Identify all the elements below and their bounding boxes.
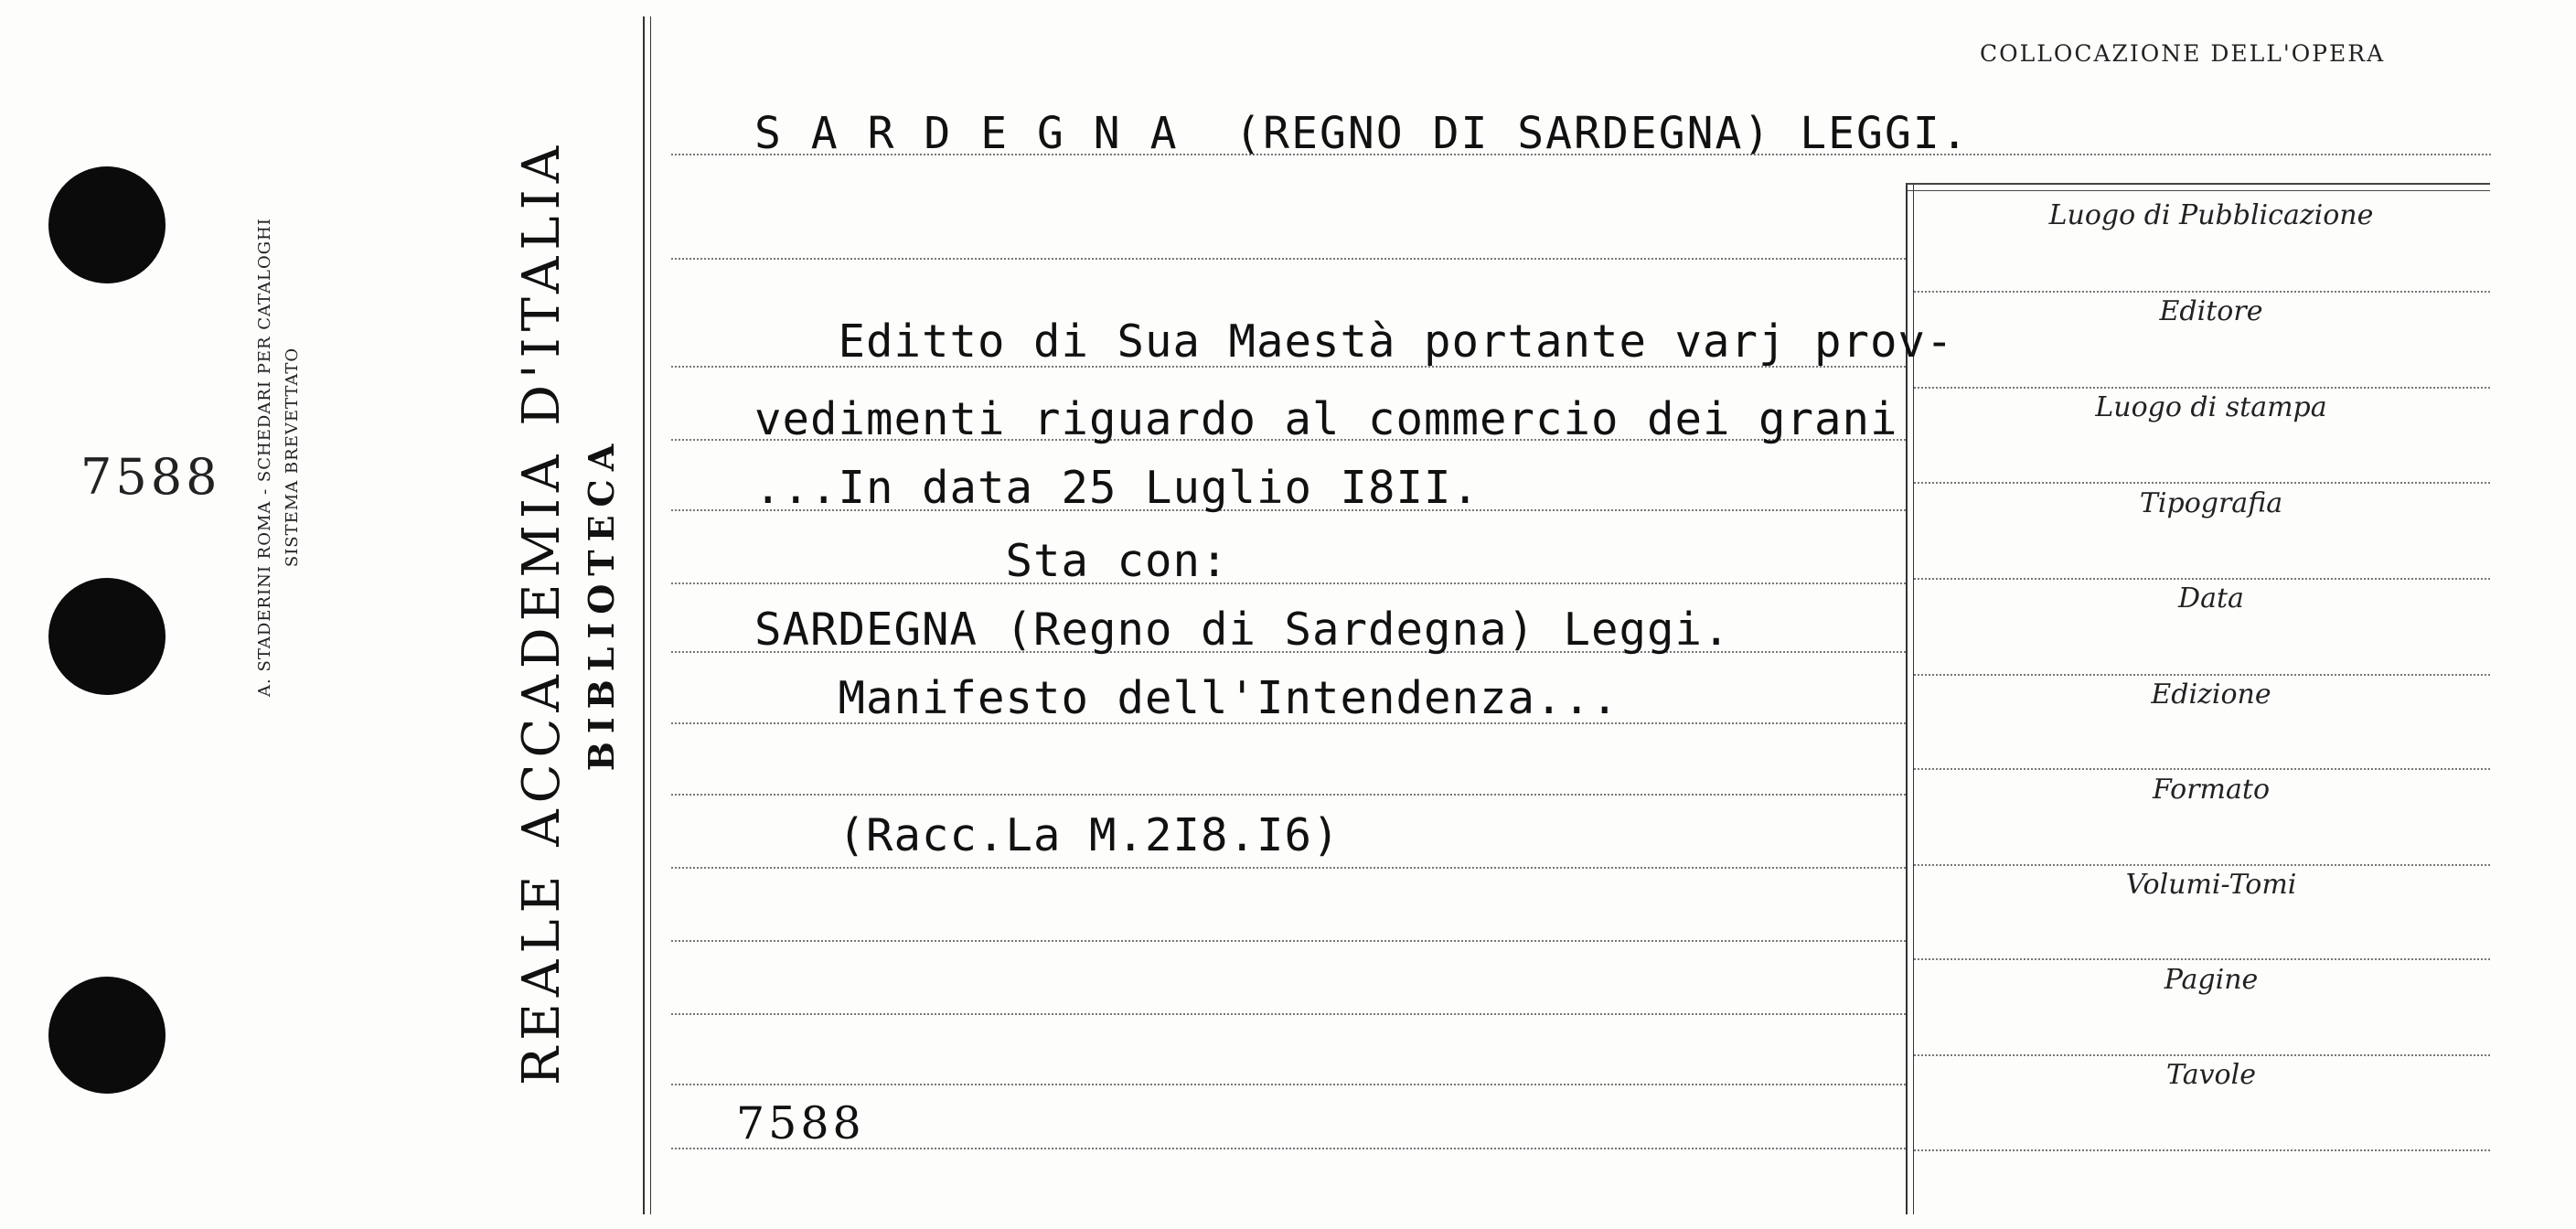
field-label-place-of-printing: Luogo di stampa: [2095, 391, 2327, 423]
field-label-printer: Tipografia: [2139, 487, 2283, 519]
collocation-rule-2: [1907, 190, 2490, 191]
field-label-plates: Tavole: [2166, 1059, 2256, 1091]
ruled-line: [671, 940, 1906, 942]
field-rule: [1914, 674, 2490, 676]
field-label-volumes: Volumi-Tomi: [2125, 869, 2297, 901]
card-heading: S A R D E G N A (REGNO DI SARDEGNA) LEGGI.: [754, 108, 1970, 159]
ruled-line: [671, 258, 1906, 260]
field-label-edition: Edizione: [2151, 679, 2271, 711]
field-rule: [1914, 864, 2490, 866]
field-rule: [1914, 1149, 2490, 1151]
body-line-2: vedimenti riguardo al commercio dei grani: [754, 393, 1898, 445]
body-line-1: Editto di Sua Maestà portante varj prov-: [754, 315, 1954, 368]
printer-imprint-line-2: SISTEMA BREVETTATO: [283, 347, 302, 568]
body-line-3: ...In data 25 Luglio I8II.: [754, 462, 1480, 514]
ruled-line: [671, 794, 1906, 796]
field-label-pages: Pagine: [2164, 964, 2259, 996]
field-label-place-of-publication: Luogo di Pubblicazione: [2048, 199, 2374, 231]
body-line-6: Manifesto dell'Intendenza...: [754, 672, 1619, 724]
field-label-publisher: Editore: [2159, 295, 2263, 327]
institution-title: REALE ACCADEMIA D'ITALIA: [512, 139, 572, 1086]
left-catalog-number: 7588: [80, 448, 221, 506]
ruled-line: [671, 867, 1906, 869]
ruled-line: [671, 1013, 1906, 1015]
body-line-5: SARDEGNA (Regno di Sardegna) Leggi.: [754, 604, 1731, 656]
library-title: BIBLIOTECA: [581, 435, 622, 772]
punch-hole-middle: [48, 578, 166, 695]
left-frame-line-2: [650, 16, 651, 1214]
punch-hole-top: [48, 166, 166, 283]
collocation-rule-1: [1907, 183, 2490, 185]
body-line-4: Sta con:: [754, 535, 1229, 587]
field-rule: [1914, 768, 2490, 770]
punch-hole-bottom: [48, 977, 166, 1094]
field-rule: [1914, 578, 2490, 580]
field-label-format: Formato: [2152, 774, 2271, 806]
field-rule: [1914, 958, 2490, 960]
printer-imprint: [251, 0, 361, 914]
field-rule: [1914, 291, 2490, 293]
collocation-header: COLLOCAZIONE DELL'OPERA: [1980, 40, 2386, 67]
left-frame-line-1: [643, 16, 645, 1214]
ruled-line: [671, 1084, 1906, 1085]
printer-imprint-line-1: A. STADERINI ROMA - SCHEDARI PER CATALOGHI: [255, 218, 274, 697]
field-rule: [1914, 482, 2490, 484]
field-label-date: Data: [2178, 582, 2244, 614]
field-rule: [1914, 387, 2490, 389]
field-rule: [1914, 1054, 2490, 1056]
bottom-catalog-number: 7588: [736, 1097, 865, 1149]
body-line-8: (Racc.La M.2I8.I6): [754, 809, 1341, 861]
